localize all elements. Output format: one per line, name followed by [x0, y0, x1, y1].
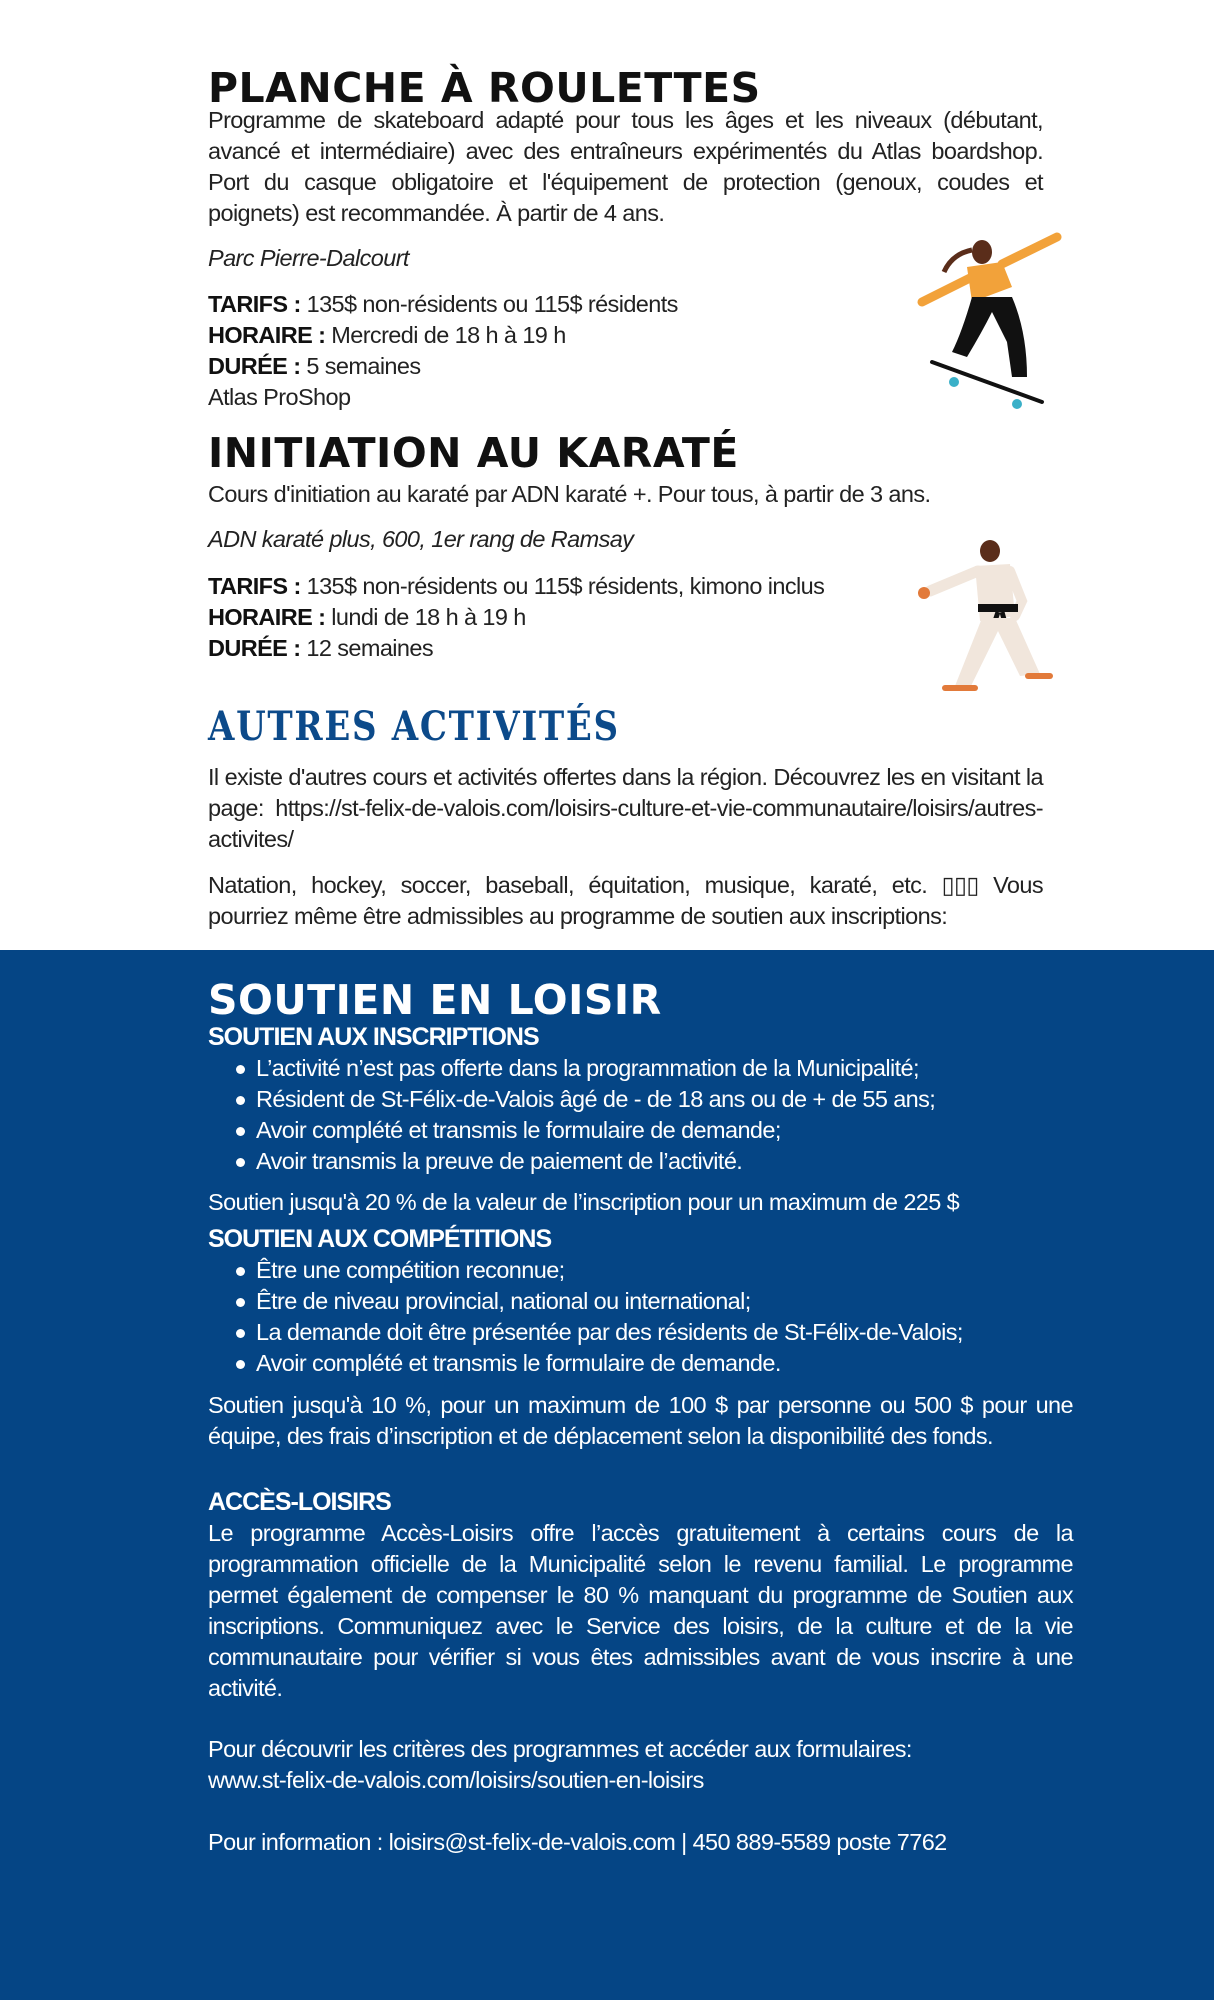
tarifs-label: TARIFS :: [208, 573, 301, 599]
contact-info: Pour information : loisirs@st-felix-de-valois.com | 450 889-5589 poste 7762: [208, 1829, 947, 1855]
activities-section: [0, 0, 1214, 950]
list-item: L’activité n’est pas offerte dans la programmation de la Municipalité;: [236, 1053, 1072, 1084]
karate-location: ADN karaté plus, 600, 1er rang de Ramsay: [208, 526, 634, 552]
skate-location: Parc Pierre-Dalcourt: [208, 245, 409, 271]
list-item: Avoir complété et transmis le formulaire de demande;: [236, 1115, 1072, 1146]
criteres-text: Pour découvrir les critères des programmes et accéder aux formulaires:: [208, 1736, 912, 1762]
inscriptions-list: [236, 1053, 1072, 1177]
list-item: Être de niveau provincial, national ou international;: [236, 1286, 1072, 1317]
horaire-label: HORAIRE :: [208, 322, 326, 348]
acces-title: ACCÈS-LOISIRS: [208, 1488, 391, 1516]
soutien-section: [0, 950, 1214, 2000]
karateka-illustration: [910, 536, 1060, 706]
horaire-value: Mercredi de 18 h à 19 h: [325, 322, 566, 348]
horaire-value: lundi de 18 h à 19 h: [325, 604, 526, 630]
inscriptions-title: SOUTIEN AUX INSCRIPTIONS: [208, 1023, 539, 1051]
skateboarder-illustration: [912, 232, 1062, 412]
autres-paragraph-2: Natation, hockey, soccer, baseball, équitation, musique, karaté, etc. ▯▯▯ Vous pourriez même être admissibles au programme de soutien aux inscriptions:: [208, 872, 1043, 929]
inscriptions-note: Soutien jusqu'à 20 % de la valeur de l’inscription pour un maximum de 225 $: [208, 1189, 960, 1215]
duree-label: DURÉE :: [208, 635, 301, 661]
autres-title: AUTRES ACTIVITÉS: [208, 703, 620, 750]
list-item: Avoir complété et transmis le formulaire de demande.: [236, 1348, 1072, 1379]
karate-title: INITIATION AU KARATÉ: [208, 429, 739, 477]
duree-value: 5 semaines: [300, 353, 421, 379]
tarifs-value: 135$ non-résidents ou 115$ résidents, kimono inclus: [300, 573, 825, 599]
list-item: La demande doit être présentée par des résidents de St-Félix-de-Valois;: [236, 1317, 1072, 1348]
skate-description: Programme de skateboard adapté pour tous les âges et les niveaux (débutant, avancé et intermédiaire) avec des entraîneurs expérimentés du Atlas boardshop. Port du casque obligatoire et l'équipement de protection (genoux, coudes et poignets) est recommandée. À partir de 4 ans.: [208, 107, 1043, 226]
tarifs-label: TARIFS :: [208, 291, 301, 317]
competitions-title: SOUTIEN AUX COMPÉTITIONS: [208, 1225, 552, 1253]
horaire-label: HORAIRE :: [208, 604, 326, 630]
list-item: Avoir transmis la preuve de paiement de l’activité.: [236, 1146, 1072, 1177]
duree-value: 12 semaines: [300, 635, 433, 661]
karate-description: Cours d'initiation au karaté par ADN karaté +. Pour tous, à partir de 3 ans.: [208, 481, 931, 507]
skate-title: PLANCHE À ROULETTES: [208, 64, 761, 112]
tarifs-value: 135$ non-résidents ou 115$ résidents: [300, 291, 678, 317]
competitions-list: [236, 1255, 1072, 1379]
autres-paragraph-1: Il existe d'autres cours et activités offertes dans la région. Découvrez les en visitant la page: https://st-felix-de-valois.com/loisirs-culture-et-vie-communautaire/loisirs/autres-activites/: [208, 764, 1043, 852]
acces-text: Le programme Accès-Loisirs offre l’accès gratuitement à certains cours de la programmation officielle de la Municipalité selon le revenu familial. Le programme permet également de compenser le 80 % manquant du programme de Soutien aux inscriptions. Communiquez avec le Service des loisirs, de la culture et de la vie communautaire pour vérifier si vous êtes admissibles avant de vous inscrire à une activité.: [208, 1520, 1073, 1701]
skate-provider: Atlas ProShop: [208, 384, 351, 410]
competitions-note: Soutien jusqu'à 10 %, pour un maximum de 100 $ par personne ou 500 $ pour une équipe, des frais d’inscription et de déplacement selon la disponibilité des fonds.: [208, 1392, 1073, 1449]
soutien-title: SOUTIEN EN LOISIR: [208, 976, 662, 1024]
duree-label: DURÉE :: [208, 353, 301, 379]
list-item: Être une compétition reconnue;: [236, 1255, 1072, 1286]
soutien-link[interactable]: www.st-felix-de-valois.com/loisirs/soutien-en-loisirs: [208, 1767, 704, 1793]
list-item: Résident de St-Félix-de-Valois âgé de - de 18 ans ou de + de 55 ans;: [236, 1084, 1072, 1115]
